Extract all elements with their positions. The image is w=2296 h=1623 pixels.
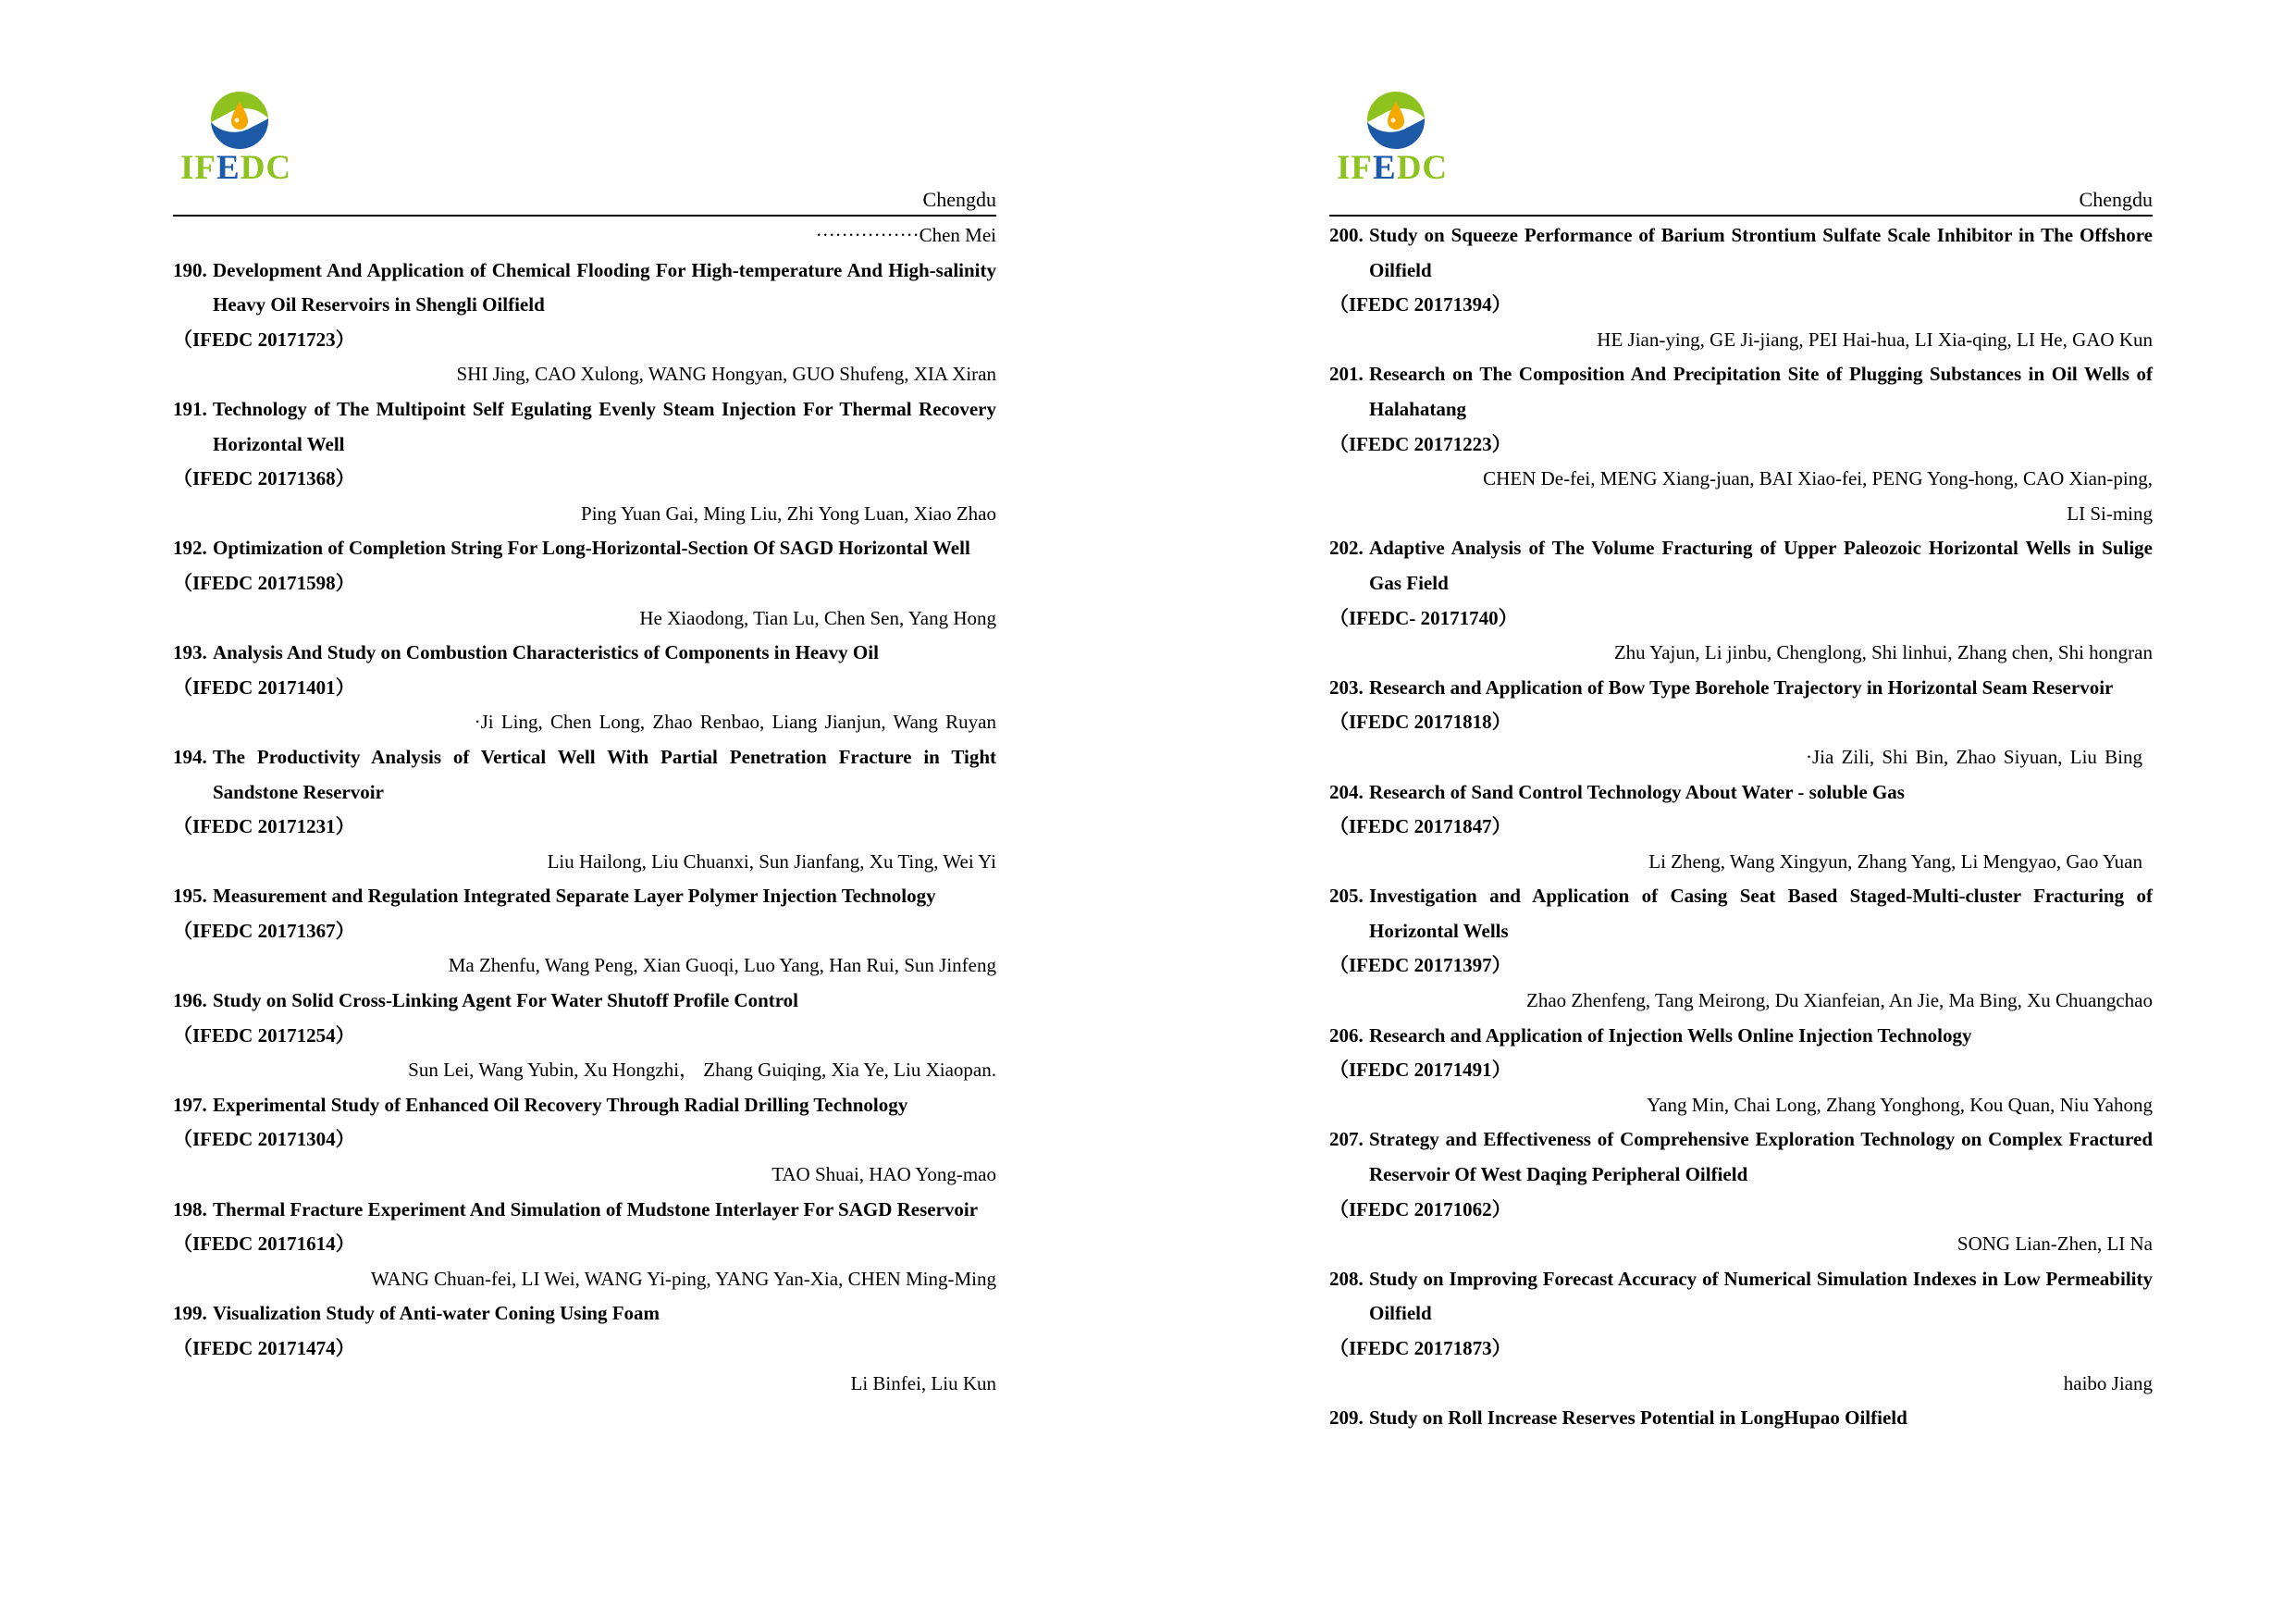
entry-code: （IFEDC 20171394） [1329,293,1512,316]
entry-title: 203. Research and Application of Bow Type Borehole Trajectory in Horizontal Seam Reservoir [1329,671,2153,706]
entry-authors: SHI Jing, CAO Xulong, WANG Hongyan, GUO Shufeng, XIA Xiran [456,363,996,386]
logo-text: IFEDC [1337,149,1449,187]
entry-title: 205. Investigation and Application of Casing Seat Based Staged-Multi-cluster Fracturing of Horizontal Wells [1329,879,2153,948]
entry-number: 204. [1329,780,1364,803]
entry-code: （IFEDC 20171401） [173,675,355,699]
left-page [173,0,996,1623]
entry-title: 207. Strategy and Effectiveness of Comprehensive Exploration Technology on Complex Fractured Reservoir Of West Daqing Peripheral Oilfield [1329,1122,2153,1192]
list-item [173,879,996,984]
logo-emblem-icon [1337,91,1466,155]
list-item [173,636,996,740]
entry-title: 198. Thermal Fracture Experiment And Simulation of Mudstone Interlayer For SAGD Reservoir [173,1193,996,1228]
ifedc-logo [1337,91,1466,192]
entry-code: （IFEDC 20171818） [1329,711,1512,734]
entries-list [173,218,996,1401]
entry-number: 208. [1329,1267,1364,1290]
list-item [1329,775,2153,880]
list-item [173,254,996,392]
entry-number: 192. [173,537,207,560]
entry-code: （IFEDC 20171368） [173,467,355,490]
entry-code: （IFEDC 20171847） [1329,815,1512,838]
entry-title: 206. Research and Application of Injection Wells Online Injection Technology [1329,1019,2153,1054]
entry-number: 198. [173,1197,207,1220]
entry-title: 194. The Productivity Analysis of Vertical Well With Partial Penetration Fracture in Tight Sandstone Reservoir [173,740,996,810]
header-rule [173,215,996,217]
entry-code: （IFEDC 20171397） [1329,954,1512,977]
header-rule [1329,215,2153,217]
entry-title: 191. Technology of The Multipoint Self Egulating Evenly Steam Injection For Thermal Recovery Horizontal Well [173,392,996,462]
entry-title: 195. Measurement and Regulation Integrated Separate Layer Polymer Injection Technology [173,879,996,914]
entry-title: 190. Development And Application of Chemical Flooding For High-temperature And High-salinity Heavy Oil Reservoirs in Shengli Oilfield [173,254,996,323]
entry-number: 196. [173,989,207,1012]
entry-authors: Liu Hailong, Liu Chuanxi, Sun Jianfang, Xu Ting, Wei Yi [547,849,996,873]
entry-code: （IFEDC 20171474） [173,1337,355,1359]
entry-title: 199. Visualization Study of Anti-water Coning Using Foam [173,1296,996,1332]
entry-title: 204. Research of Sand Control Technology About Water - soluble Gas [1329,775,2153,811]
entry-number: 193. [173,641,207,664]
entry-code: （IFEDC- 20171740） [1329,606,1518,629]
list-item [173,740,996,879]
entry-authors: WANG Chuan-fei, LI Wei, WANG Yi-ping, YANG Yan-Xia, CHEN Ming-Ming [370,1267,996,1290]
entry-authors: TAO Shuai, HAO Yong-mao [772,1163,996,1186]
entry-authors: ·Ji Ling, Chen Long, Zhao Renbao, Liang Jianjun, Wang Ruyan [474,711,996,734]
entry-number: 200. [1329,224,1364,246]
entry-number: 203. [1329,675,1364,699]
entry-number: 194. [173,745,207,768]
entry-title: 192. Optimization of Completion String For Long-Horizontal-Section Of SAGD Horizontal Well [173,531,996,566]
entry-code: （IFEDC 20171614） [173,1233,355,1256]
entry-number: 201. [1329,363,1364,386]
entry-title: 209. Study on Roll Increase Reserves Potential in LongHupao Oilfield [1329,1401,2153,1436]
list-item [1329,1122,2153,1261]
entry-authors: ·Jia Zili, Shi Bin, Zhao Siyuan, Liu Bing [1806,745,2142,768]
entry-authors: haibo Jiang [2063,1371,2153,1394]
entry-authors: CHEN De-fei, MENG Xiang-juan, BAI Xiao-fei, PENG Yong-hong, CAO Xian-ping, [1483,467,2153,490]
entry-authors-continued: LI Si-ming [2067,502,2153,525]
entry-code: （IFEDC 20171304） [173,1128,355,1151]
logo-text: IFEDC [180,149,292,187]
list-item [1329,1401,2153,1436]
entry-code: （IFEDC 20171223） [1329,432,1512,455]
list-item [173,1088,996,1193]
entry-number: 197. [173,1093,207,1116]
entry-authors: He Xiaodong, Tian Lu, Chen Sen, Yang Hong [639,606,996,629]
logo-emblem-icon [180,91,310,155]
entry-code: （IFEDC 20171062） [1329,1197,1512,1220]
entry-title: 201. Research on The Composition And Precipitation Site of Plugging Substances in Oil Wells of Halahatang [1329,357,2153,427]
entry-number: 195. [173,885,207,908]
right-page [1329,0,2153,1623]
entry-code: （IFEDC 20171367） [173,919,355,942]
entry-number: 206. [1329,1023,1364,1047]
ifedc-logo [180,91,310,192]
entry-authors: Sun Lei, Wang Yubin, Xu Hongzhi， Zhang Guiqing, Xia Ye, Liu Xiaopan. [408,1059,996,1082]
entry-number: 199. [173,1302,207,1325]
entry-code: （IFEDC 20171491） [1329,1059,1512,1082]
entry-title: 193. Analysis And Study on Combustion Characteristics of Components in Heavy Oil [173,636,996,671]
list-item [1329,531,2153,670]
entry-authors: Ma Zhenfu, Wang Peng, Xian Guoqi, Luo Yang, Han Rui, Sun Jinfeng [448,954,996,977]
entry-authors: Li Binfei, Liu Kun [850,1371,996,1394]
header-city: Chengdu [922,188,996,211]
entry-authors: SONG Lian-Zhen, LI Na [1957,1233,2153,1256]
entry-title: 200. Study on Squeeze Performance of Barium Strontium Sulfate Scale Inhibitor in The Offshore Oilfield [1329,218,2153,288]
entry-number: 205. [1329,885,1364,908]
list-item [173,1193,996,1297]
entry-title: 196. Study on Solid Cross-Linking Agent For Water Shutoff Profile Control [173,984,996,1019]
list-item [1329,671,2153,775]
entry-number: 191. [173,397,207,420]
entry-authors: Yang Min, Chai Long, Zhang Yonghong, Kou Quan, Niu Yahong [1647,1093,2153,1116]
list-item [173,531,996,636]
list-item [173,1296,996,1401]
entry-number: 207. [1329,1128,1364,1151]
list-item [173,392,996,531]
entry-title: 208. Study on Improving Forecast Accuracy of Numerical Simulation Indexes in Low Permeability Oilfield [1329,1262,2153,1332]
entry-code: （IFEDC 20171723） [173,328,355,351]
entry-authors: Li Zheng, Wang Xingyun, Zhang Yang, Li Mengyao, Gao Yuan [1648,849,2142,873]
continuation-authors: ················Chen Mei [815,224,996,246]
list-item [1329,1019,2153,1123]
entry-code: （IFEDC 20171873） [1329,1337,1512,1359]
entry-number: 202. [1329,537,1364,560]
entry-number: 190. [173,258,207,281]
list-item [1329,357,2153,531]
list-item [1329,218,2153,357]
entry-authors: HE Jian-ying, GE Ji-jiang, PEI Hai-hua, LI Xia-qing, LI He, GAO Kun [1597,328,2153,351]
entry-authors: Zhao Zhenfeng, Tang Meirong, Du Xianfeian, An Jie, Ma Bing, Xu Chuangchao [1526,989,2153,1012]
entry-authors: Zhu Yajun, Li jinbu, Chenglong, Shi linhui, Zhang chen, Shi hongran [1613,641,2153,664]
entry-number: 209. [1329,1406,1364,1430]
list-item [1329,879,2153,1018]
entry-authors: Ping Yuan Gai, Ming Liu, Zhi Yong Luan, Xiao Zhao [581,502,996,525]
header-city: Chengdu [2079,188,2153,211]
entries-list [1329,218,2153,1436]
entry-title: 197. Experimental Study of Enhanced Oil Recovery Through Radial Drilling Technology [173,1088,996,1123]
entry-code: （IFEDC 20171598） [173,571,355,594]
entry-title: 202. Adaptive Analysis of The Volume Fracturing of Upper Paleozoic Horizontal Wells in Sulige Gas Field [1329,531,2153,601]
entry-code: （IFEDC 20171254） [173,1023,355,1047]
list-item [173,984,996,1088]
entry-code: （IFEDC 20171231） [173,815,355,838]
list-item [1329,1262,2153,1401]
